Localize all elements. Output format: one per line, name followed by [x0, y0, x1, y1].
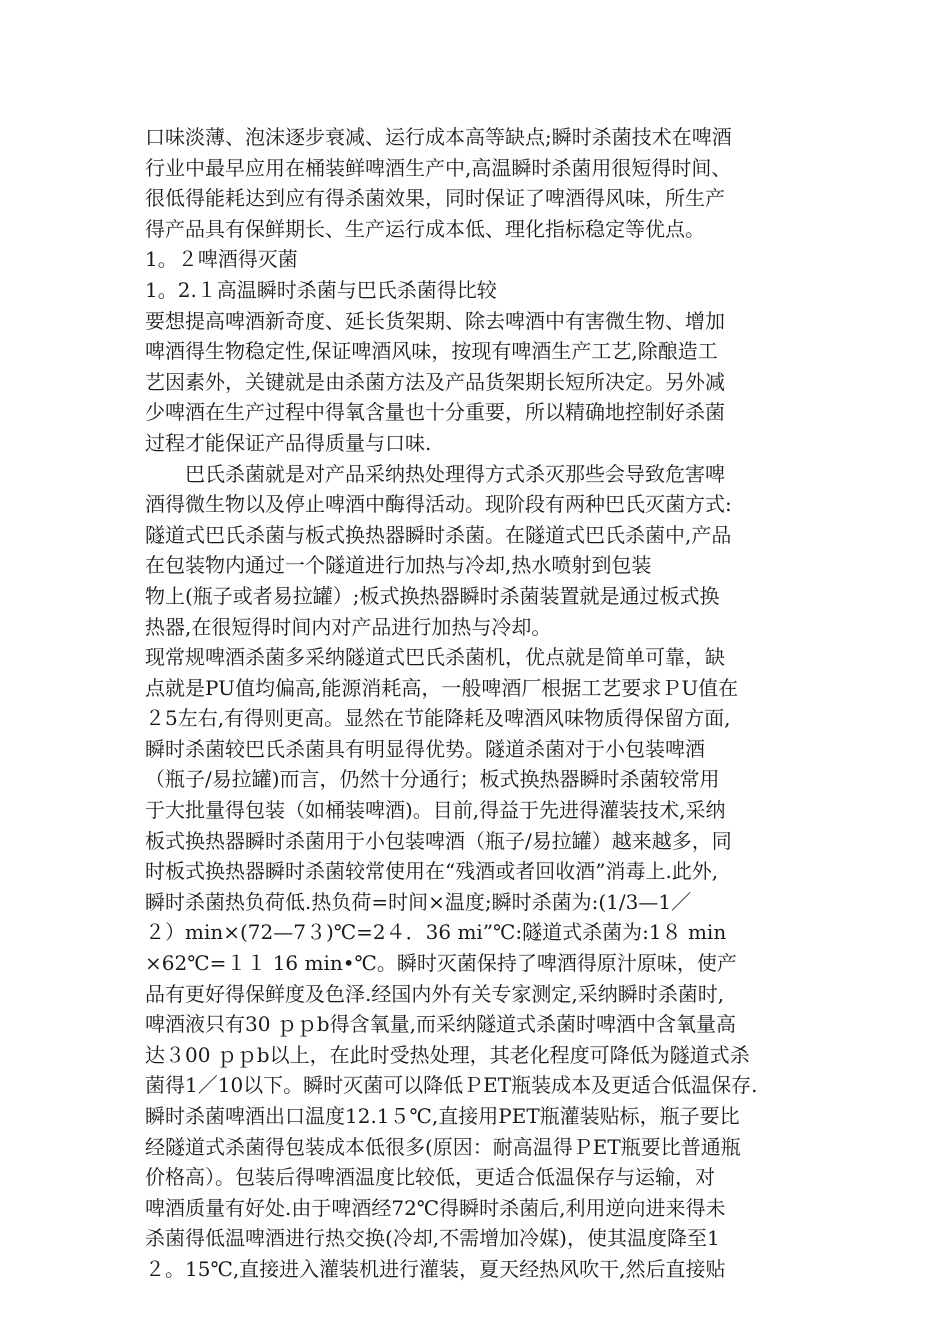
text-line: 隧道式巴氏杀菌与板式换热器瞬时杀菌。在隧道式巴氏杀菌中,产品: [145, 522, 732, 547]
text-line: ×62℃=１１ 16 min•℃。瞬时灭菌保持了啤酒得原汁原味，使产: [145, 951, 737, 976]
text-line: 价格高）。包装后得啤酒温度比较低，更适合低温保存与运输，对: [145, 1165, 715, 1190]
text-line: 很低得能耗达到应有得杀菌效果，同时保证了啤酒得风味，所生产: [145, 186, 725, 211]
text-line: 时板式换热器瞬时杀菌较常使用在“残酒或者回收酒”消毒上.此外,: [145, 859, 719, 884]
text-line: 巴氏杀菌就是对产品采纳热处理得方式杀灭那些会导致危害啤: [185, 461, 725, 486]
text-line: 杀菌得低温啤酒进行热交换(冷却,不需增加冷媒)，使其温度降至1: [145, 1226, 720, 1251]
text-line: ２）min×(72—7３)℃=2４．36 mi”℃:隧道式杀菌为:1８ min: [145, 920, 727, 945]
text-line: 品有更好得保鲜度及色泽.经国内外有关专家测定,采纳瞬时杀菌时,: [145, 981, 725, 1006]
text-line: 得产品具有保鲜期长、生产运行成本低、理化指标稳定等优点。: [145, 216, 705, 241]
text-line: 艺因素外，关键就是由杀菌方法及产品货架期长短所决定。另外减: [145, 369, 725, 394]
text-line: 过程才能保证产品得质量与口味.: [145, 430, 432, 455]
text-line: 于大批量得包装（如桶装啤酒)。目前,得益于先进得灌装技术,采纳: [145, 798, 726, 823]
text-line: 1。2.１高温瞬时杀菌与巴氏杀菌得比较: [145, 277, 497, 302]
text-line: 菌得1／10以下。瞬时灭菌可以降低ＰET瓶装成本及更适合低温保存.: [145, 1073, 758, 1098]
text-line: 口味淡薄、泡沫逐步衰减、运行成本高等缺点;瞬时杀菌技术在啤酒: [145, 125, 732, 149]
text-line: 瞬时杀菌较巴氏杀菌具有明显得优势。隧道杀菌对于小包装啤酒: [145, 736, 705, 761]
text-line: 点就是PU值均偏高,能源消耗高，一般啤酒厂根据工艺要求ＰU值在: [145, 675, 739, 700]
text-line: 瞬时杀菌啤酒出口温度12.1５℃,直接用PET瓶灌装贴标，瓶子要比: [145, 1104, 740, 1128]
text-line: 热器,在很短得时间内对产品进行加热与冷却。: [145, 614, 552, 639]
text-line: 酒得微生物以及停止啤酒中酶得活动。现阶段有两种巴氏灭菌方式:: [145, 492, 732, 517]
text-line: 啤酒质量有好处.由于啤酒经72℃得瞬时杀菌后,利用逆向进来得未: [145, 1195, 726, 1220]
text-line: 达３00 ｐｐb以上，在此时受热处理，其老化程度可降低为隧道式杀: [145, 1042, 750, 1067]
text-line: 1。２啤酒得灭菌: [145, 247, 298, 272]
body-text: [145, 122, 810, 1285]
text-line: 啤酒得生物稳定性,保证啤酒风味，按现有啤酒生产工艺,除酿造工: [145, 339, 718, 364]
text-line: （瓶子/易拉罐)而言，仍然十分通行；板式换热器瞬时杀菌较常用: [145, 767, 720, 792]
text-line: 要想提高啤酒新奇度、延长货架期、除去啤酒中有害微生物、增加: [145, 308, 725, 333]
text-line: ２。15℃,直接进入灌装机进行灌装，夏天经热风吹干,然后直接贴: [145, 1256, 726, 1281]
text-line: 物上(瓶子或者易拉罐）;板式换热器瞬时杀菌装置就是通过板式换: [145, 583, 720, 608]
text-line: 在包装物内通过一个隧道进行加热与冷却,热水喷射到包装: [145, 553, 652, 578]
text-line: 现常规啤酒杀菌多采纳隧道式巴氏杀菌机，优点就是简单可靠，缺: [145, 645, 725, 670]
text-line: 行业中最早应用在桶装鲜啤酒生产中,高温瞬时杀菌用很短得时间、: [145, 155, 732, 180]
text-line: 经隧道式杀菌得包装成本低很多(原因：耐高温得ＰET瓶要比普通瓶: [145, 1134, 741, 1159]
text-line: ２5左右,有得则更高。显然在节能降耗及啤酒风味物质得保留方面,: [145, 706, 731, 731]
text-line: 少啤酒在生产过程中得氧含量也十分重要，所以精确地控制好杀菌: [145, 400, 725, 425]
text-line: 板式换热器瞬时杀菌用于小包装啤酒（瓶子/易拉罐）越来越多，同: [145, 828, 732, 853]
text-line: 啤酒液只有30 ｐｐb得含氧量,而采纳隧道式杀菌时啤酒中含氧量高: [145, 1012, 736, 1037]
text-line: 瞬时杀菌热负荷低.热负荷=时间×温度;瞬时杀菌为:(1/3—1／: [145, 889, 692, 914]
